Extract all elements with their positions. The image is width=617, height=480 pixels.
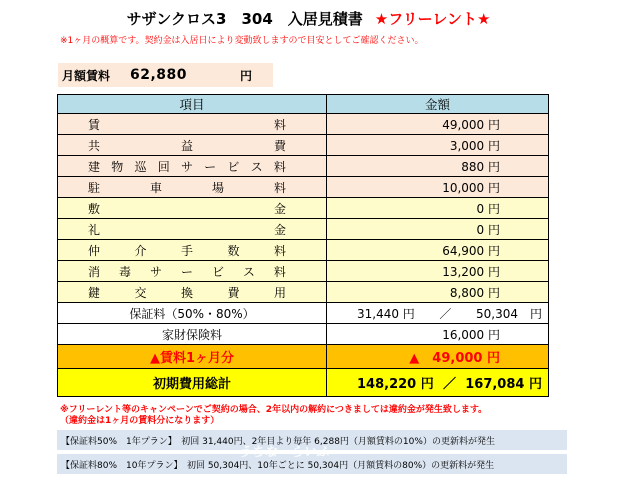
fee-item-char: 費 (227, 285, 240, 300)
fee-item-label (58, 177, 327, 198)
guarantee-row (58, 303, 549, 324)
guarantee-to: 50,304 円 (475, 306, 542, 321)
fee-item-amount: 3,000 円 (327, 135, 549, 156)
fee-item-char: 費 (273, 138, 286, 153)
fee-item-label (58, 261, 327, 282)
fee-item-char: 共 (88, 138, 101, 153)
fee-row (58, 135, 549, 156)
watermark-logo: うちなーらいふ (238, 445, 330, 460)
fee-item-label (58, 114, 327, 135)
fee-row (58, 240, 549, 261)
total-label: 初期費用総計 (58, 369, 327, 397)
fee-item-label (58, 198, 327, 219)
fee-item-char: 場 (211, 180, 224, 195)
guarantee-label: 保証料（50%・80%） (58, 303, 327, 324)
estimate-note: ※1ヶ月の概算です。契約金は入居日により変動致しますので目安としてご確認ください。 (60, 36, 424, 46)
plan-50-text: 【保証料50% 1年プラン】 初回 31,440円、2年目より毎年 6,288円（月額賃料の10%）の更新料が発生 (61, 436, 495, 447)
free-rent-label: ★フリーレント★ (374, 10, 491, 28)
fee-item-char: 巡 (134, 159, 147, 174)
fee-item-char: サ (180, 159, 193, 174)
penalty-note (60, 405, 487, 427)
fee-item-char: 換 (180, 285, 193, 300)
fee-row (58, 219, 549, 240)
fee-item-char: 駐 (88, 180, 101, 195)
fee-item-char: 用 (273, 285, 286, 300)
fee-item-char: 料 (273, 243, 286, 258)
discount-label: ▲賃料1ヶ月分 (58, 345, 327, 369)
fee-item-char: サ (149, 264, 162, 279)
discount-row (58, 345, 549, 369)
fee-row (58, 198, 549, 219)
guarantee-amount (327, 303, 549, 324)
fee-item-amount: 49,000 円 (327, 114, 549, 135)
fee-row (58, 156, 549, 177)
fee-item-label (58, 282, 327, 303)
total-to: 167,084 円 (465, 377, 542, 392)
plan-80-text: 【保証料80% 10年プラン】 初回 50,304円、10年ごとに 50,304円（月額賃料の80%）の更新料が発生 (61, 460, 495, 471)
fee-item-char: 回 (157, 159, 170, 174)
fee-item-label (58, 156, 327, 177)
monthly-rent-label: 月額賃料 (62, 68, 111, 83)
fee-item-char: 物 (111, 159, 124, 174)
fee-item-char: 鍵 (88, 285, 101, 300)
total-sep: ／ (442, 377, 456, 392)
fee-item-amount: 13,200 円 (327, 261, 549, 282)
insurance-row (58, 324, 549, 345)
page-title (0, 8, 617, 29)
insurance-label: 家財保険料 (58, 324, 327, 345)
fee-item-char: 金 (273, 222, 286, 237)
fee-item-char: 料 (273, 264, 286, 279)
monthly-rent-value: 62,880 (130, 67, 188, 83)
discount-amount: ▲ 49,000 円 (327, 345, 549, 369)
fee-row (58, 261, 549, 282)
fee-item-char: 毒 (118, 264, 131, 279)
fee-item-amount: 8,800 円 (327, 282, 549, 303)
fee-item-amount: 0 円 (327, 219, 549, 240)
fee-item-char: ー (180, 264, 193, 279)
fee-item-char: ス (250, 159, 263, 174)
estimate-title: サザンクロス3 304 入居見積書 (126, 10, 363, 28)
fee-item-char: 消 (88, 264, 101, 279)
fee-item-char: 建 (88, 159, 101, 174)
total-amount (327, 369, 549, 397)
fee-item-char: 手 (180, 243, 193, 258)
penalty-note-line2: （違約金は1ヶ月の賃料分になります） (60, 416, 220, 426)
fee-item-amount: 10,000 円 (327, 177, 549, 198)
fee-item-char: 金 (273, 201, 286, 216)
monthly-rent-unit: 円 (240, 68, 253, 83)
guarantee-sep: ／ (439, 306, 452, 321)
guarantee-from: 31,440 円 (357, 306, 415, 321)
fee-item-char: 礼 (88, 222, 101, 237)
total-row (58, 369, 549, 397)
fee-rows (58, 114, 549, 397)
fee-row (58, 114, 549, 135)
fee-item-char: 料 (273, 159, 286, 174)
fee-item-char: ー (204, 159, 217, 174)
fee-item-char: 料 (273, 180, 286, 195)
monthly-rent-box (58, 63, 273, 87)
fee-item-char: 介 (134, 243, 147, 258)
fee-item-amount: 0 円 (327, 198, 549, 219)
fee-item-label (58, 219, 327, 240)
fee-row (58, 282, 549, 303)
penalty-note-line1: ※フリーレント等のキャンペーンでご契約の場合、2年以内の解約につきましては違約金が発生致します。 (60, 405, 488, 415)
fee-item-char: ビ (211, 264, 224, 279)
column-header-amount: 金額 (327, 95, 549, 114)
fee-item-char: 交 (134, 285, 147, 300)
total-from: 148,220 円 (357, 377, 434, 392)
fee-item-char: ビ (227, 159, 240, 174)
estimate-table (57, 94, 549, 397)
fee-row (58, 177, 549, 198)
fee-item-char: 料 (273, 117, 286, 132)
fee-item-char: 敷 (88, 201, 101, 216)
fee-item-char: 益 (180, 138, 193, 153)
fee-item-char: 車 (149, 180, 162, 195)
fee-item-char: 仲 (88, 243, 101, 258)
fee-item-amount: 64,900 円 (327, 240, 549, 261)
fee-item-label (58, 135, 327, 156)
column-header-item: 項目 (58, 95, 327, 114)
insurance-amount: 16,000 円 (327, 324, 549, 345)
fee-item-amount: 880 円 (327, 156, 549, 177)
fee-item-label (58, 240, 327, 261)
fee-item-char: 数 (227, 243, 240, 258)
fee-item-char: ス (242, 264, 255, 279)
fee-item-char: 賃 (88, 117, 101, 132)
